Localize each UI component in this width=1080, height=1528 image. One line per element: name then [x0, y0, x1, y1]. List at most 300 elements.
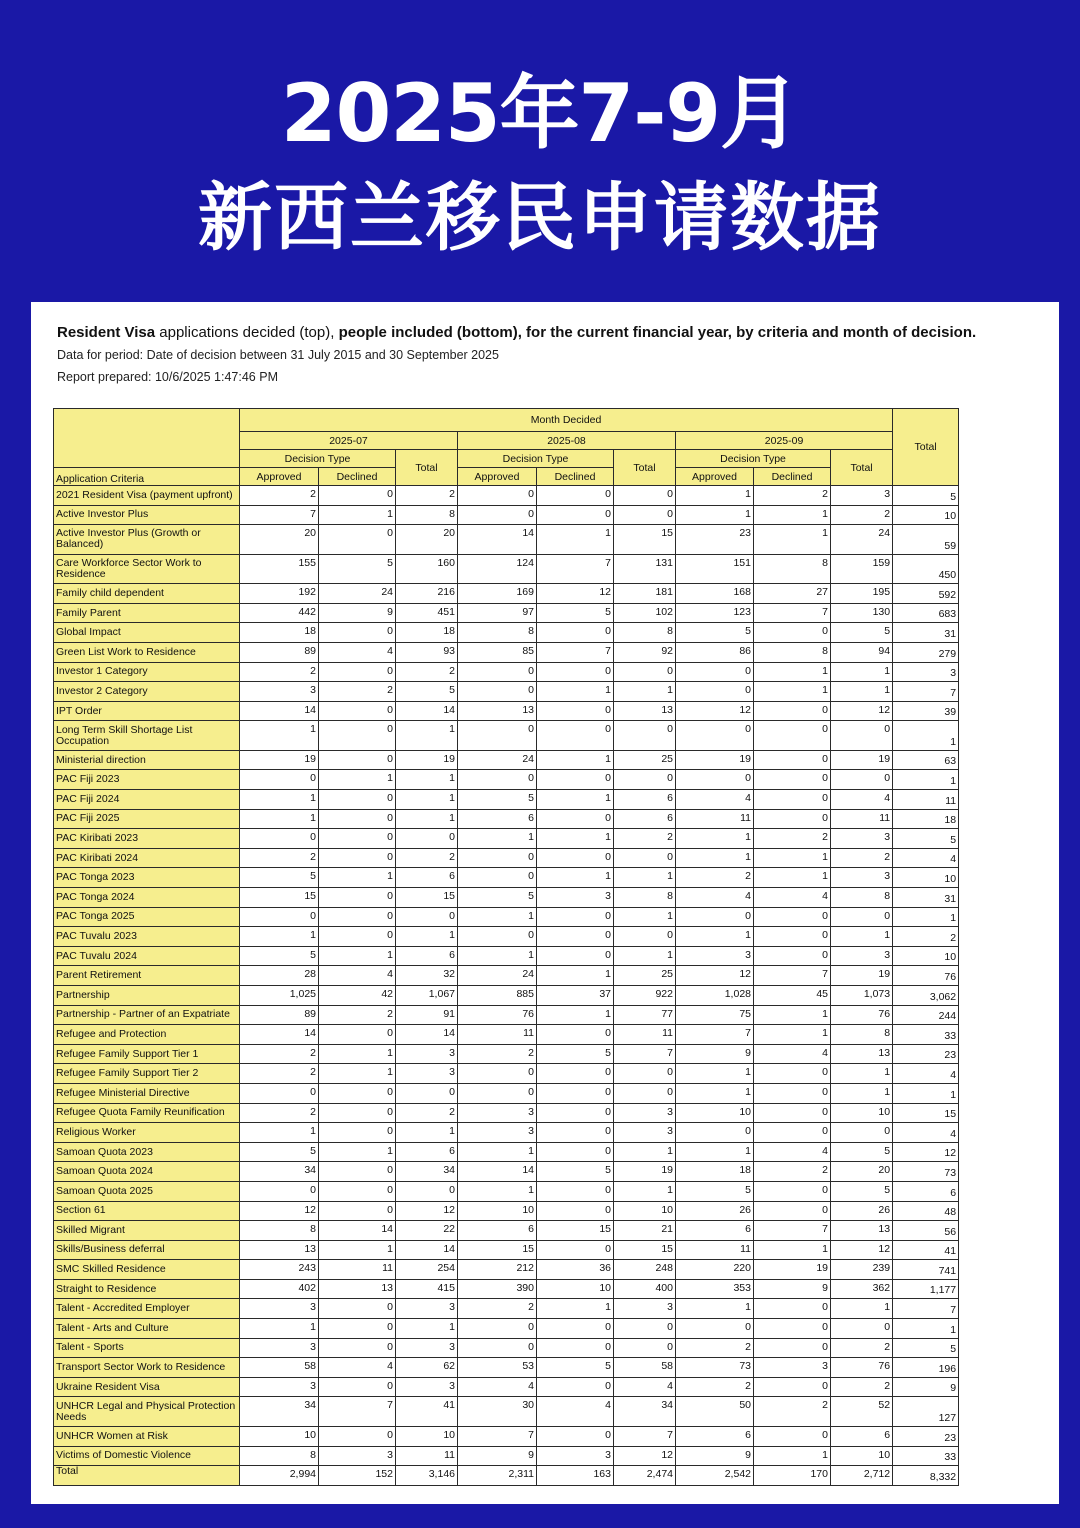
headline-line-2: 新西兰移民申请数据 — [198, 175, 882, 261]
cell-declined: 0 — [319, 1426, 396, 1446]
cell-declined: 2 — [754, 829, 831, 849]
cell-total: 0 — [614, 1319, 676, 1339]
cell-approved: 8 — [240, 1221, 319, 1241]
cell-total: 1 — [614, 946, 676, 966]
table-row — [54, 888, 959, 908]
cell-declined: 0 — [319, 1025, 396, 1045]
cell-approved: 13 — [458, 701, 537, 721]
cell-approved: 1 — [676, 1142, 754, 1162]
cell-approved: 6 — [676, 1221, 754, 1241]
cell-total: 1 — [396, 927, 458, 947]
cell-grand-total: 31 — [893, 623, 959, 643]
cell-declined: 1 — [754, 1446, 831, 1466]
cell-approved: 0 — [676, 682, 754, 702]
cell-approved: 1 — [676, 829, 754, 849]
cell-declined: 7 — [319, 1397, 396, 1427]
header-grand-total: Total — [893, 409, 959, 486]
cell-total: 1 — [396, 1319, 458, 1339]
cell-approved: 2 — [240, 662, 319, 682]
cell-approved: 3 — [240, 1377, 319, 1397]
row-criteria: Investor 1 Category — [54, 662, 240, 682]
cell-total: 181 — [614, 584, 676, 604]
cell-declined: 0 — [537, 1064, 614, 1084]
cell-declined: 1 — [537, 750, 614, 770]
cell-declined: 2 — [319, 1005, 396, 1025]
table-row — [54, 603, 959, 623]
header-month-total-3: Total — [831, 450, 893, 486]
cell-declined: 0 — [754, 809, 831, 829]
cell-declined: 1 — [319, 1044, 396, 1064]
cell-approved: 1 — [676, 486, 754, 506]
cell-total: 2 — [831, 1338, 893, 1358]
row-criteria: Skilled Migrant — [54, 1221, 240, 1241]
cell-approved: 0 — [458, 770, 537, 790]
header-month-total-1: Total — [396, 450, 458, 486]
cell-approved: 0 — [458, 848, 537, 868]
cell-total: 159 — [831, 554, 893, 584]
cell-approved: 1 — [240, 1319, 319, 1339]
table-row — [54, 829, 959, 849]
cell-grand-total: 450 — [893, 554, 959, 584]
cell-total: 6 — [396, 1142, 458, 1162]
cell-grand-total: 41 — [893, 1240, 959, 1260]
cell-approved: 1 — [458, 829, 537, 849]
cell-total: 4 — [831, 790, 893, 810]
cell-total: 0 — [396, 1181, 458, 1201]
cell-total: 3 — [396, 1377, 458, 1397]
cell-approved: 0 — [458, 486, 537, 506]
header-approved-3: Approved — [676, 468, 754, 486]
cell-approved: 3 — [240, 682, 319, 702]
cell-declined: 0 — [319, 525, 396, 555]
row-criteria: Refugee and Protection — [54, 1025, 240, 1045]
cell-approved: 76 — [458, 1005, 537, 1025]
cell-total: 0 — [614, 1338, 676, 1358]
row-criteria: Refugee Ministerial Directive — [54, 1083, 240, 1103]
cell-declined: 14 — [319, 1221, 396, 1241]
cell-grand-total: 39 — [893, 701, 959, 721]
table-row — [54, 1240, 959, 1260]
cell-total: 21 — [614, 1221, 676, 1241]
row-criteria: Partnership - Partner of an Expatriate — [54, 1005, 240, 1025]
row-criteria: Family child dependent — [54, 584, 240, 604]
cell-grand-total: 76 — [893, 966, 959, 986]
header-month-2: 2025-08 — [458, 432, 676, 450]
cell-approved: 0 — [458, 505, 537, 525]
cell-declined: 0 — [319, 1377, 396, 1397]
cell-total: 102 — [614, 603, 676, 623]
row-criteria: Section 61 — [54, 1201, 240, 1221]
cell-approved: 3 — [240, 1299, 319, 1319]
row-criteria: Samoan Quota 2025 — [54, 1181, 240, 1201]
header-approved-2: Approved — [458, 468, 537, 486]
cell-declined: 0 — [537, 1142, 614, 1162]
cell-grand-total: 48 — [893, 1201, 959, 1221]
cell-total: 3 — [396, 1338, 458, 1358]
cell-grand-total: 9 — [893, 1377, 959, 1397]
header-decision-type-2: Decision Type — [458, 450, 614, 468]
cell-total: 14 — [396, 701, 458, 721]
cell-approved: 2 — [676, 868, 754, 888]
cell-declined: 0 — [537, 927, 614, 947]
cell-total: 0 — [614, 848, 676, 868]
cell-approved: 14 — [240, 701, 319, 721]
cell-total: 3 — [831, 868, 893, 888]
cell-declined: 10 — [537, 1279, 614, 1299]
cell-declined: 3 — [319, 1446, 396, 1466]
cell-declined: 0 — [537, 770, 614, 790]
cell-approved: 220 — [676, 1260, 754, 1280]
row-criteria: Partnership — [54, 985, 240, 1005]
table-row — [54, 623, 959, 643]
cell-approved: 10 — [240, 1426, 319, 1446]
cell-approved: 1 — [676, 927, 754, 947]
cell-grand-total: 196 — [893, 1358, 959, 1378]
cell-grand-total: 31 — [893, 888, 959, 908]
cell-approved: 0 — [458, 682, 537, 702]
cell-declined: 0 — [754, 1338, 831, 1358]
cell-approved: 1,028 — [676, 985, 754, 1005]
cell-total: 13 — [831, 1221, 893, 1241]
cell-approved: 50 — [676, 1397, 754, 1427]
cell-total: 1 — [614, 907, 676, 927]
cell-declined: 0 — [537, 623, 614, 643]
cell-declined: 3 — [537, 888, 614, 908]
cell-approved: 2 — [676, 1338, 754, 1358]
cell-total: 94 — [831, 642, 893, 662]
header-month-decided: Month Decided — [240, 409, 893, 432]
cell-approved: 0 — [240, 829, 319, 849]
cell-approved: 89 — [240, 642, 319, 662]
cell-approved: 1,025 — [240, 985, 319, 1005]
cell-declined: 1 — [537, 1005, 614, 1025]
header-corner — [54, 409, 240, 468]
cell-declined: 1 — [754, 1240, 831, 1260]
cell-total: 7 — [614, 1044, 676, 1064]
cell-total: 18 — [396, 623, 458, 643]
cell-declined: 1 — [319, 505, 396, 525]
cell-grand-total: 1,177 — [893, 1279, 959, 1299]
cell-total: 34 — [396, 1162, 458, 1182]
cell-approved: 13 — [240, 1240, 319, 1260]
cell-approved: 6 — [458, 809, 537, 829]
cell-declined: 0 — [754, 1319, 831, 1339]
cell-declined: 19 — [754, 1260, 831, 1280]
cell-total: 62 — [396, 1358, 458, 1378]
cell-approved: 4 — [676, 790, 754, 810]
cell-declined: 2 — [754, 486, 831, 506]
cell-approved: 0 — [676, 1123, 754, 1143]
cell-total: 6 — [396, 868, 458, 888]
cell-total: 41 — [396, 1397, 458, 1427]
cell-grand-total: 33 — [893, 1446, 959, 1466]
cell-declined: 8 — [754, 642, 831, 662]
table-row — [54, 1299, 959, 1319]
cell-declined: 170 — [754, 1466, 831, 1486]
cell-declined: 5 — [537, 603, 614, 623]
cell-grand-total: 63 — [893, 750, 959, 770]
cell-approved: 1 — [240, 1123, 319, 1143]
cell-declined: 0 — [754, 1064, 831, 1084]
cell-approved: 11 — [676, 1240, 754, 1260]
cell-approved: 7 — [676, 1025, 754, 1045]
cell-total: 3 — [614, 1103, 676, 1123]
cell-approved: 12 — [676, 966, 754, 986]
cell-declined: 1 — [537, 790, 614, 810]
cell-declined: 1 — [754, 505, 831, 525]
cell-approved: 14 — [458, 525, 537, 555]
table-row — [54, 1260, 959, 1280]
cell-grand-total: 5 — [893, 1338, 959, 1358]
cell-declined: 0 — [319, 1299, 396, 1319]
row-criteria: Care Workforce Sector Work to Residence — [54, 554, 240, 584]
cell-total: 1 — [396, 721, 458, 751]
cell-grand-total: 10 — [893, 505, 959, 525]
table-row — [54, 662, 959, 682]
report-title-bold-1: Resident Visa — [57, 324, 156, 341]
cell-total: 10 — [396, 1426, 458, 1446]
table-row — [54, 1338, 959, 1358]
table-row — [54, 848, 959, 868]
cell-declined: 5 — [537, 1358, 614, 1378]
cell-total: 19 — [831, 966, 893, 986]
cell-declined: 1 — [537, 525, 614, 555]
cell-declined: 0 — [319, 701, 396, 721]
header-decision-type-3: Decision Type — [676, 450, 831, 468]
cell-grand-total: 683 — [893, 603, 959, 623]
report-title-text-1: applications decided (top), — [155, 324, 339, 341]
cell-approved: 28 — [240, 966, 319, 986]
table-row — [54, 1279, 959, 1299]
cell-total: 2,712 — [831, 1466, 893, 1486]
cell-total: 1 — [831, 1083, 893, 1103]
cell-grand-total: 1 — [893, 721, 959, 751]
cell-grand-total: 3,062 — [893, 985, 959, 1005]
cell-declined: 0 — [319, 1181, 396, 1201]
table-row — [54, 770, 959, 790]
cell-total: 13 — [831, 1044, 893, 1064]
table-row — [54, 1446, 959, 1466]
cell-approved: 23 — [676, 525, 754, 555]
cell-total: 5 — [831, 1142, 893, 1162]
cell-declined: 5 — [537, 1162, 614, 1182]
cell-total: 0 — [831, 721, 893, 751]
cell-total: 15 — [396, 888, 458, 908]
cell-approved: 0 — [676, 907, 754, 927]
table-row — [54, 1025, 959, 1045]
cell-total: 1 — [396, 790, 458, 810]
cell-declined: 0 — [319, 1319, 396, 1339]
row-criteria: Transport Sector Work to Residence — [54, 1358, 240, 1378]
cell-approved: 5 — [240, 1142, 319, 1162]
report-period: Data for period: Date of decision between 31 July 2015 and 30 September 2025 — [57, 348, 499, 362]
cell-declined: 1 — [537, 966, 614, 986]
header-month-total-2: Total — [614, 450, 676, 486]
cell-approved: 2 — [240, 1103, 319, 1123]
cell-approved: 15 — [458, 1240, 537, 1260]
cell-declined: 0 — [537, 1240, 614, 1260]
cell-declined: 3 — [754, 1358, 831, 1378]
cell-total: 20 — [831, 1162, 893, 1182]
cell-grand-total: 1 — [893, 1319, 959, 1339]
table-row — [54, 721, 959, 751]
table-row — [54, 1377, 959, 1397]
cell-total: 6 — [831, 1426, 893, 1446]
cell-total: 6 — [396, 946, 458, 966]
header-declined-3: Declined — [754, 468, 831, 486]
table-row — [54, 486, 959, 506]
table-row — [54, 1044, 959, 1064]
table-row — [54, 525, 959, 555]
cell-total: 58 — [614, 1358, 676, 1378]
cell-approved: 2,994 — [240, 1466, 319, 1486]
cell-grand-total: 5 — [893, 486, 959, 506]
row-criteria: Refugee Family Support Tier 2 — [54, 1064, 240, 1084]
cell-total: 1 — [614, 868, 676, 888]
cell-total: 1 — [614, 682, 676, 702]
cell-approved: 3 — [458, 1103, 537, 1123]
cell-total: 0 — [614, 1083, 676, 1103]
cell-total: 6 — [614, 790, 676, 810]
cell-approved: 14 — [458, 1162, 537, 1182]
cell-approved: 8 — [240, 1446, 319, 1466]
cell-total: 2 — [831, 1377, 893, 1397]
cell-approved: 53 — [458, 1358, 537, 1378]
cell-declined: 11 — [319, 1260, 396, 1280]
cell-declined: 1 — [319, 1064, 396, 1084]
table-row — [54, 927, 959, 947]
cell-declined: 2 — [754, 1162, 831, 1182]
cell-approved: 30 — [458, 1397, 537, 1427]
cell-grand-total: 127 — [893, 1397, 959, 1427]
cell-approved: 192 — [240, 584, 319, 604]
cell-declined: 152 — [319, 1466, 396, 1486]
cell-approved: 12 — [676, 701, 754, 721]
table-row — [54, 868, 959, 888]
cell-approved: 10 — [458, 1201, 537, 1221]
cell-total: 195 — [831, 584, 893, 604]
cell-total: 1 — [614, 1181, 676, 1201]
cell-total: 14 — [396, 1025, 458, 1045]
cell-grand-total: 592 — [893, 584, 959, 604]
cell-approved: 4 — [676, 888, 754, 908]
cell-declined: 15 — [537, 1221, 614, 1241]
cell-declined: 4 — [754, 888, 831, 908]
cell-total: 5 — [831, 1181, 893, 1201]
cell-approved: 75 — [676, 1005, 754, 1025]
row-criteria: Parent Retirement — [54, 966, 240, 986]
cell-approved: 7 — [458, 1426, 537, 1446]
cell-approved: 58 — [240, 1358, 319, 1378]
cell-total: 0 — [831, 1319, 893, 1339]
cell-declined: 7 — [754, 603, 831, 623]
cell-approved: 26 — [676, 1201, 754, 1221]
cell-grand-total: 2 — [893, 927, 959, 947]
cell-declined: 7 — [754, 1221, 831, 1241]
cell-total: 11 — [614, 1025, 676, 1045]
table-row — [54, 1201, 959, 1221]
row-criteria: PAC Fiji 2023 — [54, 770, 240, 790]
table-row — [54, 1181, 959, 1201]
cell-total: 415 — [396, 1279, 458, 1299]
cell-total: 1 — [831, 1064, 893, 1084]
row-criteria: Active Investor Plus (Growth or Balanced) — [54, 525, 240, 555]
cell-total: 3 — [396, 1064, 458, 1084]
cell-declined: 7 — [754, 966, 831, 986]
cell-total: 25 — [614, 966, 676, 986]
cell-declined: 0 — [754, 946, 831, 966]
cell-declined: 3 — [537, 1446, 614, 1466]
cell-total: 4 — [614, 1377, 676, 1397]
cell-grand-total: 18 — [893, 809, 959, 829]
cell-declined: 1 — [319, 868, 396, 888]
cell-declined: 0 — [537, 1319, 614, 1339]
cell-declined: 12 — [537, 584, 614, 604]
row-criteria: Ministerial direction — [54, 750, 240, 770]
cell-total: 19 — [396, 750, 458, 770]
cell-approved: 0 — [458, 1338, 537, 1358]
cell-declined: 0 — [537, 1123, 614, 1143]
cell-declined: 0 — [537, 1025, 614, 1045]
cell-approved: 151 — [676, 554, 754, 584]
cell-declined: 0 — [754, 1103, 831, 1123]
table-row — [54, 1221, 959, 1241]
cell-declined: 1 — [754, 1005, 831, 1025]
cell-declined: 1 — [319, 1240, 396, 1260]
row-criteria: Religious Worker — [54, 1123, 240, 1143]
cell-total: 362 — [831, 1279, 893, 1299]
cell-grand-total: 73 — [893, 1162, 959, 1182]
table-body — [54, 486, 959, 1486]
row-criteria: PAC Tuvalu 2024 — [54, 946, 240, 966]
cell-total: 1,067 — [396, 985, 458, 1005]
cell-declined: 0 — [754, 750, 831, 770]
cell-approved: 6 — [676, 1426, 754, 1446]
cell-approved: 14 — [240, 1025, 319, 1045]
cell-approved: 1 — [458, 1142, 537, 1162]
cell-declined: 0 — [319, 1083, 396, 1103]
cell-approved: 1 — [458, 907, 537, 927]
cell-total: 7 — [614, 1426, 676, 1446]
cell-declined: 4 — [754, 1044, 831, 1064]
cell-total: 1 — [831, 1299, 893, 1319]
table-row — [54, 1397, 959, 1427]
cell-approved: 1 — [676, 1064, 754, 1084]
table-row — [54, 809, 959, 829]
cell-total: 1 — [396, 770, 458, 790]
cell-approved: 169 — [458, 584, 537, 604]
cell-total: 12 — [396, 1201, 458, 1221]
cell-total: 77 — [614, 1005, 676, 1025]
cell-declined: 0 — [537, 1426, 614, 1446]
cell-grand-total: 7 — [893, 682, 959, 702]
cell-grand-total: 4 — [893, 1064, 959, 1084]
cell-total: 19 — [831, 750, 893, 770]
cell-total: 400 — [614, 1279, 676, 1299]
row-criteria: Global Impact — [54, 623, 240, 643]
cell-total: 32 — [396, 966, 458, 986]
cell-approved: 18 — [676, 1162, 754, 1182]
cell-approved: 8 — [458, 623, 537, 643]
cell-declined: 4 — [319, 1358, 396, 1378]
cell-declined: 0 — [319, 1103, 396, 1123]
cell-declined: 1 — [754, 525, 831, 555]
cell-grand-total: 11 — [893, 790, 959, 810]
cell-approved: 0 — [458, 868, 537, 888]
cell-declined: 4 — [319, 642, 396, 662]
cell-grand-total: 1 — [893, 907, 959, 927]
cell-declined: 0 — [319, 1201, 396, 1221]
